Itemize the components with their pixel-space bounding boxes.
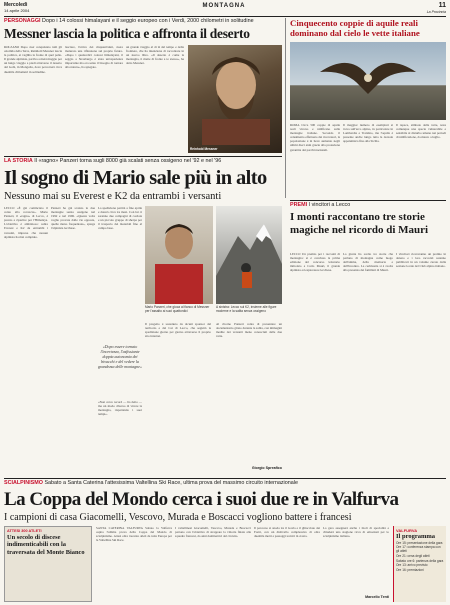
valfurva-kicker-row	[4, 480, 446, 488]
premi-kicker-row	[290, 202, 446, 210]
mario-kicker-row	[4, 158, 282, 166]
messner-photo-caption: Reinhold Messner	[190, 147, 218, 152]
page-number: 11	[438, 2, 446, 9]
mario-byline: Giorgio Spreafico	[251, 466, 282, 470]
program-sidebar	[393, 526, 446, 602]
sidebar-title: VALFURVA	[396, 528, 418, 533]
mario-photo2-caption: A sinistra: Lecco sul K2, insieme alle figure moderne e la salita senza ossigeno	[216, 305, 277, 313]
mountain-image	[216, 206, 282, 304]
messner-portrait-image	[188, 45, 282, 145]
mario-col-1: LECCO «È già cominciato il conto alla rovescia». Mario Panzeri, il «ragno» di Lecco, è pronto a ripartire per l'Himalaya. L'obiettivo è ambizioso: salire Everest e K2 da entrambi i versanti, impresa che nessun alpinista ha mai compiuto.	[4, 206, 48, 239]
aquile-headline: Cinquecento coppie di aquile reali dominano dal cielo le vette italiane	[290, 18, 420, 38]
mario-headline: Il sogno di Mario sale più in alto	[4, 167, 267, 189]
valfurva-subheadline: I campioni di casa Giacomelli, Vescovo, Murada e Boscacci vogliono battere i francesi	[4, 512, 352, 523]
valfurva-box	[4, 526, 92, 602]
valfurva-col-1: SANTA CATERINA VALFURVA Sabato la Valfurva ospita l'ultima prova della Coppa del Mondo di scialpinismo. Attesi oltre trecento atleti da tutta Europa per la Valtellina Ski Race.	[96, 526, 172, 543]
messner-summary: Dopo i 14 colossi himalayani e il seggio europeo con i Verdi, 2000 chilometri in solitudine	[42, 18, 254, 24]
premi-col-3: I vincitori riceveranno un premio in denaro e i loro racconti saranno pubblicati in un volume curato dalla sezione locale del Club alpino italiano.	[396, 252, 446, 269]
panzeri-portrait-image	[145, 206, 213, 304]
eagle-image	[290, 42, 446, 120]
messner-col-3: un grande viaggio al di là del tempo e delle frontiere, che ha intenzione di raccontare in un nuovo libro. «Il deserto è come la montagna, ti mette di fronte a te stesso», ha detto Messner.	[126, 45, 184, 66]
valfurva-col-3: Il percorso si snoda tra il Gavia e il ghiacciaio dei Forni, con un dislivello complessivo di oltre duemila metri e passaggi tecnici in cresta.	[254, 526, 320, 539]
premi-summary: I vincitori a Lecco	[308, 202, 351, 208]
sidebar-item: Sabato ore 6: partenza della gara	[396, 558, 444, 563]
mario-photo1-caption: Mario Panzeri, che gioca al fianco di Messner per l'assalto ai suoi quattordici	[145, 305, 210, 313]
messner-kicker-row	[4, 18, 282, 26]
masthead	[4, 2, 446, 16]
valfurva-headline: La Coppa del Mondo cerca i suoi due re in Valfurva	[4, 489, 399, 510]
messner-kicker: PERSONAGGI	[4, 18, 41, 24]
sidebar-subtitle: Il programma	[396, 533, 436, 540]
mario-pullquote: «Dopo essere tornato l'incertezza, l'asfissiante doppia autonomia dei bivacchi e del vedere la grandezza delle montagne»	[98, 344, 142, 369]
sidebar-item: Ore 17: conferenza stampa con gli atleti	[396, 545, 441, 554]
premi-kicker: PREMI	[290, 202, 308, 208]
aquile-col-1: ROMA Circa 500 coppie di aquile reali vivono e nidificano sulle montagne italiane. Secondo il censimento effettuato dai ricercatori, la popolazione è in lieve aumento negli ultimi dieci anni grazie alla protezione garantita dai parchi nazionali.	[290, 123, 340, 152]
aquile-col-3: Il rapace, simbolo delle vette, resta comunque una specie vulnerabile e sensibile al disturbo umano nei periodi di nidificazione, da marzo a luglio.	[396, 123, 446, 140]
messner-headline: Messner lascia la politica e affronta il deserto	[4, 26, 250, 41]
premi-headline: I monti raccontano tre storie magiche nel ricordo di Mauri	[290, 211, 429, 236]
sidebar-item: Ore 16: premiazioni	[396, 568, 424, 573]
messner-col-2: lasciare, l'arrivo dei cinquant'anni, avere maturato una riflessione sul proprio futuro. «Dopo i quattordici colossi himalayani, il seggio a Strasburgo è stata un'esperienza importante ma ora sento il bisogno di tornare alla natura», ha spiegato.	[65, 45, 123, 70]
mario-col-6: Il progetto è sostenuto da alcuni sponsor del territorio e dal Cai di Lecco, che seguirà la spedizione giorno per giorno attraverso il proprio sito internet.	[145, 322, 211, 339]
masthead-day: Mercoledì	[4, 2, 28, 8]
mario-photo-mountain	[216, 206, 282, 304]
premi-col-1: LECCO Un premio per i racconti di montagna: si è conclusa la prima edizione del concorso letterario intitolato a Carlo Mauri, il grande alpinista ed esploratore lecchese.	[290, 252, 340, 273]
messner-photo	[188, 45, 282, 153]
mario-col-3: La spedizione partirà a fine aprile e durerà circa tre mesi. Con lui ci saranno due compagni di cordata e un piccolo gruppo di sherpa per il trasporto dei materiali fino al campo base.	[98, 206, 142, 231]
sidebar-item: Ore 15: presentazione della gara	[396, 540, 443, 545]
mario-kicker: LA STORIA	[4, 158, 33, 164]
valfurva-col-4: La gara assegnerà anche i titoli di specialità e chiuderà una stagione ricca di emozioni per lo scialpinismo italiano.	[323, 526, 389, 539]
messner-col-1: ROLZANO Dopo aver conquistato tutti gli ottomila della Terra, Reinhold Messner lascia la politica, ai vagliha la fronte di quel palio. Il grande alpinista, partiva a metà maggio per un lungo viaggio a piedi attraverso il deserto del Gobi, in Mongolia, dove percorrerà circa duemila chilometri in solitudine.	[4, 45, 62, 74]
valfurva-kicker: SCIALPINISMO	[4, 480, 43, 486]
mario-col-2: Panzeri ha già scalato le due montagne senza ossigeno nel 1992 e nel 1996. «Questa volta voglio provare dalle vie opposte, quelle meno frequentate», spiega l'alpinista lecchese.	[51, 206, 95, 231]
valfurva-byline: Marcello Tenti	[365, 595, 389, 599]
masthead-date: 14 aprile 2004	[4, 8, 30, 13]
valfurva-box-title: Un secolo di discese indimenticabili con la traversata del Monte Bianco	[7, 534, 85, 556]
aquile-col-2: Il maggior numero di esemplari si trova sull'arco alpino, in particolare in Lombardia e Trentino, ma l'aquila è presente anche lungo tutta la dorsale appenninica fino alla Sicilia.	[343, 123, 393, 144]
section-title: MONTAGNA	[202, 3, 246, 9]
mario-col-7: Al ritorno Panzeri conta di presentare un documentario girato durante la salita, con immagini inedite dei versanti meno conosciuti delle due vette.	[216, 322, 282, 339]
mario-summary: Il «ragno» Panzeri torna sugli 8000 già scalati senza ossigeno nel '92 e nel '96	[34, 158, 222, 164]
sidebar-item: Ore 13: arrivo previsto	[396, 563, 428, 568]
mario-photo-portrait	[145, 206, 213, 304]
aquile-photo	[290, 42, 446, 120]
paper-name: La Provincia	[426, 10, 446, 14]
mario-col-4: «Non cerco record — ha detto — ma un modo diverso di vivere la montagna, rispettando i suoi tempi».	[98, 400, 142, 417]
mario-subheadline: Nessuno mai su Everest e K2 da entrambi i versanti	[4, 191, 222, 202]
valfurva-box-kicker: ATTESI 300 ATLETI	[7, 529, 42, 533]
valfurva-summary: Sabato a Santa Caterina l'attesissima Valtellina Ski Race, ultima prova del massimo circuito internazionale	[44, 480, 298, 486]
premi-col-2: La giuria ha scelto tre storie che parlano di montagna come luogo dell'anima, della memoria e dell'incontro. La cerimonia si è svolta alla presenza dei familiari di Mauri.	[343, 252, 393, 273]
valfurva-col-2: I valtellinesi Giacomelli, Vescovo, Murada e Boscacci partono con l'obiettivo di strappare la vittoria finale alle squadre francesi, da anni dominatrici del circuito.	[175, 526, 251, 539]
sidebar-item: Ore 21: cena degli atleti	[396, 553, 430, 558]
